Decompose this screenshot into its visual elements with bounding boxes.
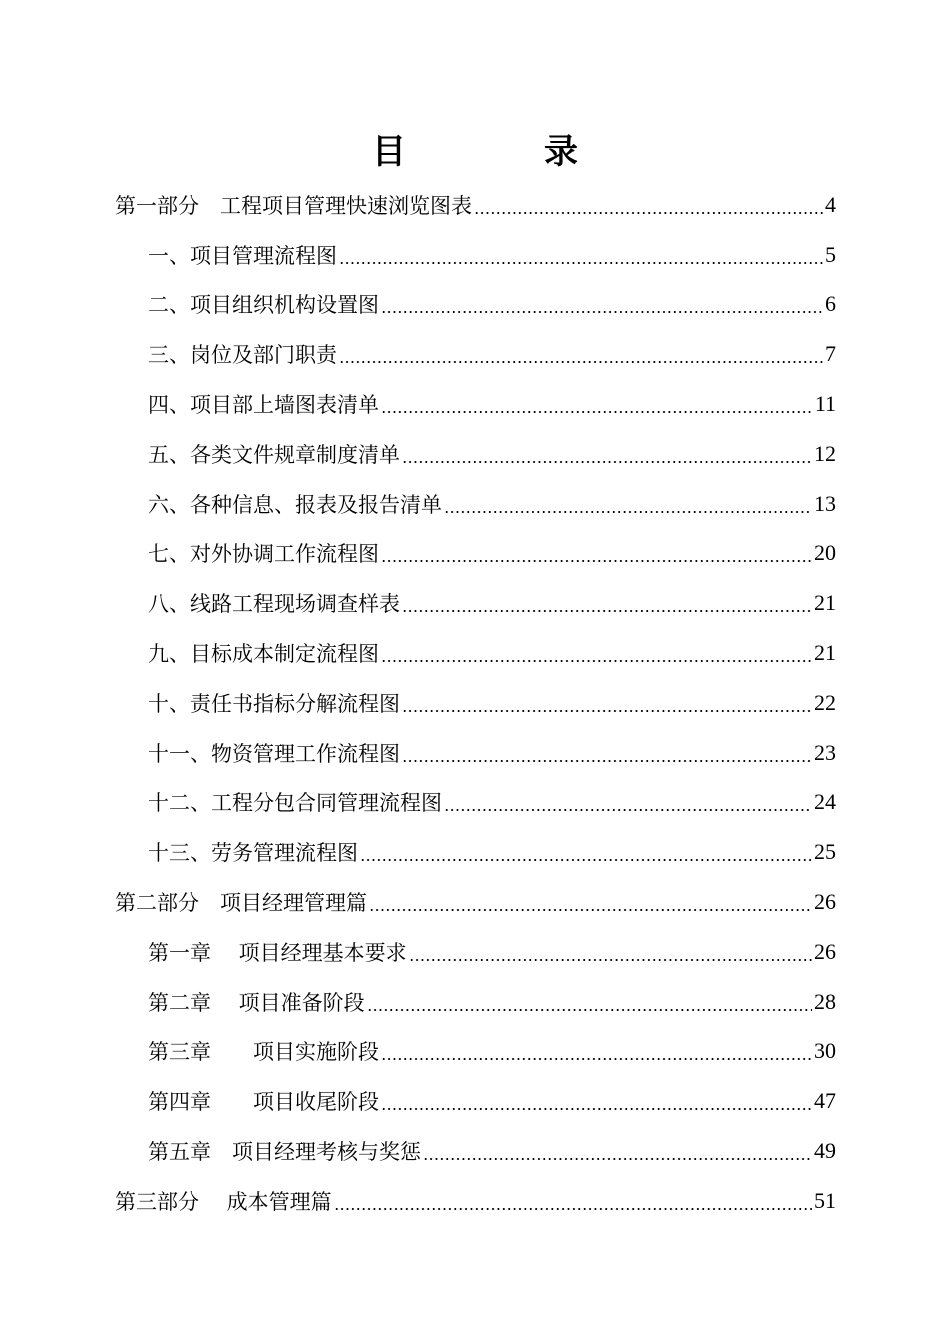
- toc-entry-page-number: 25: [814, 839, 836, 865]
- toc-entry[interactable]: [0, 1027, 950, 1077]
- toc-entry-page-number: 7: [825, 341, 836, 367]
- toc-leader-dots: [381, 311, 823, 313]
- toc-leader-dots: [367, 1009, 812, 1011]
- toc-title: 目 录: [372, 132, 630, 172]
- toc-list: [0, 180, 950, 1226]
- toc-leader-dots: [402, 760, 812, 762]
- toc-entry-page-number: 13: [814, 490, 836, 516]
- toc-entry[interactable]: [0, 429, 950, 479]
- toc-leader-dots: [339, 361, 823, 363]
- toc-entry-page-number: 28: [814, 988, 836, 1014]
- toc-leader-dots: [360, 859, 812, 861]
- toc-leader-dots: [402, 610, 812, 612]
- toc-entry[interactable]: [0, 678, 950, 728]
- toc-entry[interactable]: [0, 1176, 950, 1226]
- toc-entry-page-number: 5: [825, 241, 836, 267]
- toc-leader-dots: [381, 1058, 812, 1060]
- toc-entry-page-number: 12: [814, 440, 836, 466]
- toc-leader-dots: [334, 1208, 812, 1210]
- toc-entry-text: 第二部分 项目经理管理篇: [115, 891, 367, 916]
- toc-entry[interactable]: [0, 877, 950, 927]
- toc-entry-page-number: 24: [814, 789, 836, 815]
- toc-entry-text: 十、责任书指标分解流程图: [148, 691, 400, 716]
- toc-entry[interactable]: [0, 230, 950, 280]
- toc-entry[interactable]: [0, 1076, 950, 1126]
- toc-entry-text: 一、项目管理流程图: [148, 243, 337, 268]
- toc-entry-page-number: 21: [814, 590, 836, 616]
- toc-leader-dots: [381, 660, 812, 662]
- toc-entry[interactable]: [0, 329, 950, 379]
- toc-entry[interactable]: [0, 280, 950, 330]
- toc-entry-page-number: 11: [814, 391, 836, 417]
- toc-leader-dots: [444, 511, 812, 513]
- toc-entry[interactable]: [0, 778, 950, 828]
- toc-entry-page-number: 47: [814, 1088, 836, 1114]
- toc-entry-text: 十三、劳务管理流程图: [148, 841, 358, 866]
- toc-entry-page-number: 49: [814, 1138, 836, 1164]
- toc-entry-page-number: 23: [814, 739, 836, 765]
- toc-leader-dots: [402, 710, 812, 712]
- toc-entry-text: 第四章 项目收尾阶段: [148, 1090, 379, 1115]
- toc-entry[interactable]: [0, 180, 950, 230]
- toc-entry-text: 四、项目部上墙图表清单: [148, 393, 379, 418]
- toc-entry-text: 九、目标成本制定流程图: [148, 642, 379, 667]
- toc-entry-text: 十二、工程分包合同管理流程图: [148, 791, 442, 816]
- toc-entry[interactable]: [0, 728, 950, 778]
- toc-entry-text: 五、各类文件规章制度清单: [148, 442, 400, 467]
- toc-entry-text: 二、项目组织机构设置图: [148, 293, 379, 318]
- toc-entry[interactable]: [0, 578, 950, 628]
- toc-leader-dots: [409, 959, 812, 961]
- toc-leader-dots: [381, 1108, 812, 1110]
- toc-entry-text: 三、岗位及部门职责: [148, 343, 337, 368]
- toc-leader-dots: [402, 461, 812, 463]
- toc-entry-text: 六、各种信息、报表及报告清单: [148, 492, 442, 517]
- toc-entry-text: 七、对外协调工作流程图: [148, 542, 379, 567]
- toc-entry-page-number: 4: [825, 191, 836, 217]
- toc-entry-text: 第一部分 工程项目管理快速浏览图表: [115, 193, 472, 218]
- toc-entry[interactable]: [0, 1126, 950, 1176]
- toc-entry-page-number: 51: [814, 1187, 836, 1213]
- toc-entry-text: 第五章 项目经理考核与奖惩: [148, 1140, 421, 1165]
- toc-entry[interactable]: [0, 628, 950, 678]
- toc-leader-dots: [423, 1158, 812, 1160]
- toc-entry-text: 第三章 项目实施阶段: [148, 1040, 379, 1065]
- toc-entry[interactable]: [0, 479, 950, 529]
- toc-entry[interactable]: [0, 529, 950, 579]
- toc-leader-dots: [339, 262, 823, 264]
- toc-leader-dots: [444, 809, 812, 811]
- toc-leader-dots: [474, 212, 823, 214]
- toc-entry-page-number: 26: [814, 938, 836, 964]
- toc-entry-page-number: 30: [814, 1038, 836, 1064]
- toc-entry[interactable]: [0, 927, 950, 977]
- toc-leader-dots: [381, 411, 813, 413]
- toc-entry-page-number: 26: [814, 889, 836, 915]
- toc-entry-text: 第二章 项目准备阶段: [148, 990, 365, 1015]
- toc-entry-page-number: 6: [825, 291, 836, 317]
- toc-entry-text: 第三部分 成本管理篇: [115, 1189, 332, 1214]
- toc-leader-dots: [381, 560, 812, 562]
- toc-leader-dots: [369, 909, 812, 911]
- toc-entry-text: 第一章 项目经理基本要求: [148, 940, 407, 965]
- toc-entry[interactable]: [0, 827, 950, 877]
- toc-entry[interactable]: [0, 977, 950, 1027]
- toc-entry-page-number: 20: [814, 540, 836, 566]
- toc-entry-page-number: 22: [814, 689, 836, 715]
- toc-entry-page-number: 21: [814, 640, 836, 666]
- toc-entry-text: 十一、物资管理工作流程图: [148, 741, 400, 766]
- toc-entry-text: 八、线路工程现场调查样表: [148, 592, 400, 617]
- toc-entry[interactable]: [0, 379, 950, 429]
